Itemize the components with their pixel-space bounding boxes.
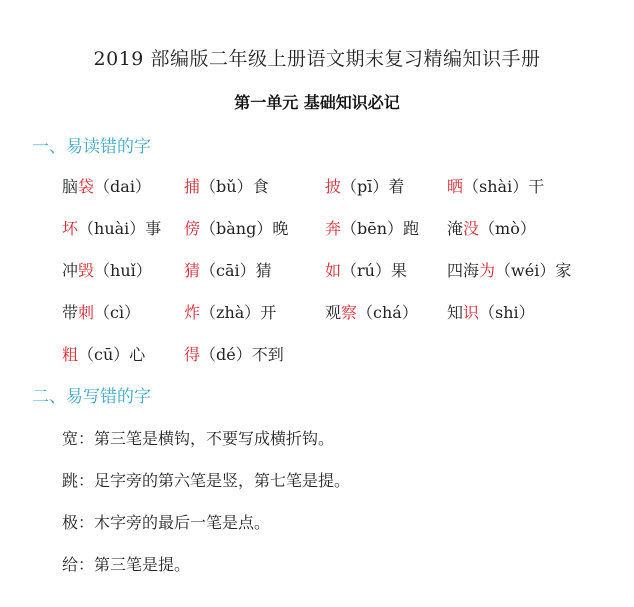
word-item: 奔（bēn）跑 xyxy=(325,219,420,238)
word-item: 知识（shi） xyxy=(447,303,535,322)
word-item: 猜（cāi）猜 xyxy=(184,261,272,280)
word-item: 冲毁（huǐ） xyxy=(62,261,152,280)
word-item: 披（pī）着 xyxy=(325,177,405,196)
word-item: 得（dé）不到 xyxy=(184,345,284,364)
word-item: 如（rú）果 xyxy=(325,261,407,280)
word-item: 捕（bǔ）食 xyxy=(184,177,269,196)
writing-note: 极：木字旁的最后一笔是点。 xyxy=(62,513,271,532)
section-heading-miswritten: 二、易写错的字 xyxy=(32,387,151,407)
word-item: 观察（chá） xyxy=(325,303,418,322)
unit-subtitle: 第一单元 基础知识必记 xyxy=(234,93,400,112)
section-heading-misread: 一、易读错的字 xyxy=(32,137,151,157)
word-item: 四海为（wéi）家 xyxy=(447,261,572,280)
word-item: 淹没（mò） xyxy=(447,219,536,238)
word-item: 坏（huài）事 xyxy=(62,219,162,238)
writing-note: 给：第三笔是提。 xyxy=(62,555,191,574)
word-item: 傍（bàng）晚 xyxy=(184,219,289,238)
word-item: 粗（cū）心 xyxy=(62,345,146,364)
word-item: 脑袋（dai） xyxy=(62,177,151,196)
word-item: 晒（shài）干 xyxy=(447,177,545,196)
document-title: 2019 部编版二年级上册语文期末复习精编知识手册 xyxy=(93,48,541,70)
writing-note: 宽：第三笔是横钩，不要写成横折钩。 xyxy=(62,429,335,448)
word-item: 炸（zhà）开 xyxy=(184,303,277,322)
writing-note: 跳：足字旁的第六笔是竖，第七笔是提。 xyxy=(62,471,351,490)
word-item: 带刺（cì） xyxy=(62,303,141,322)
